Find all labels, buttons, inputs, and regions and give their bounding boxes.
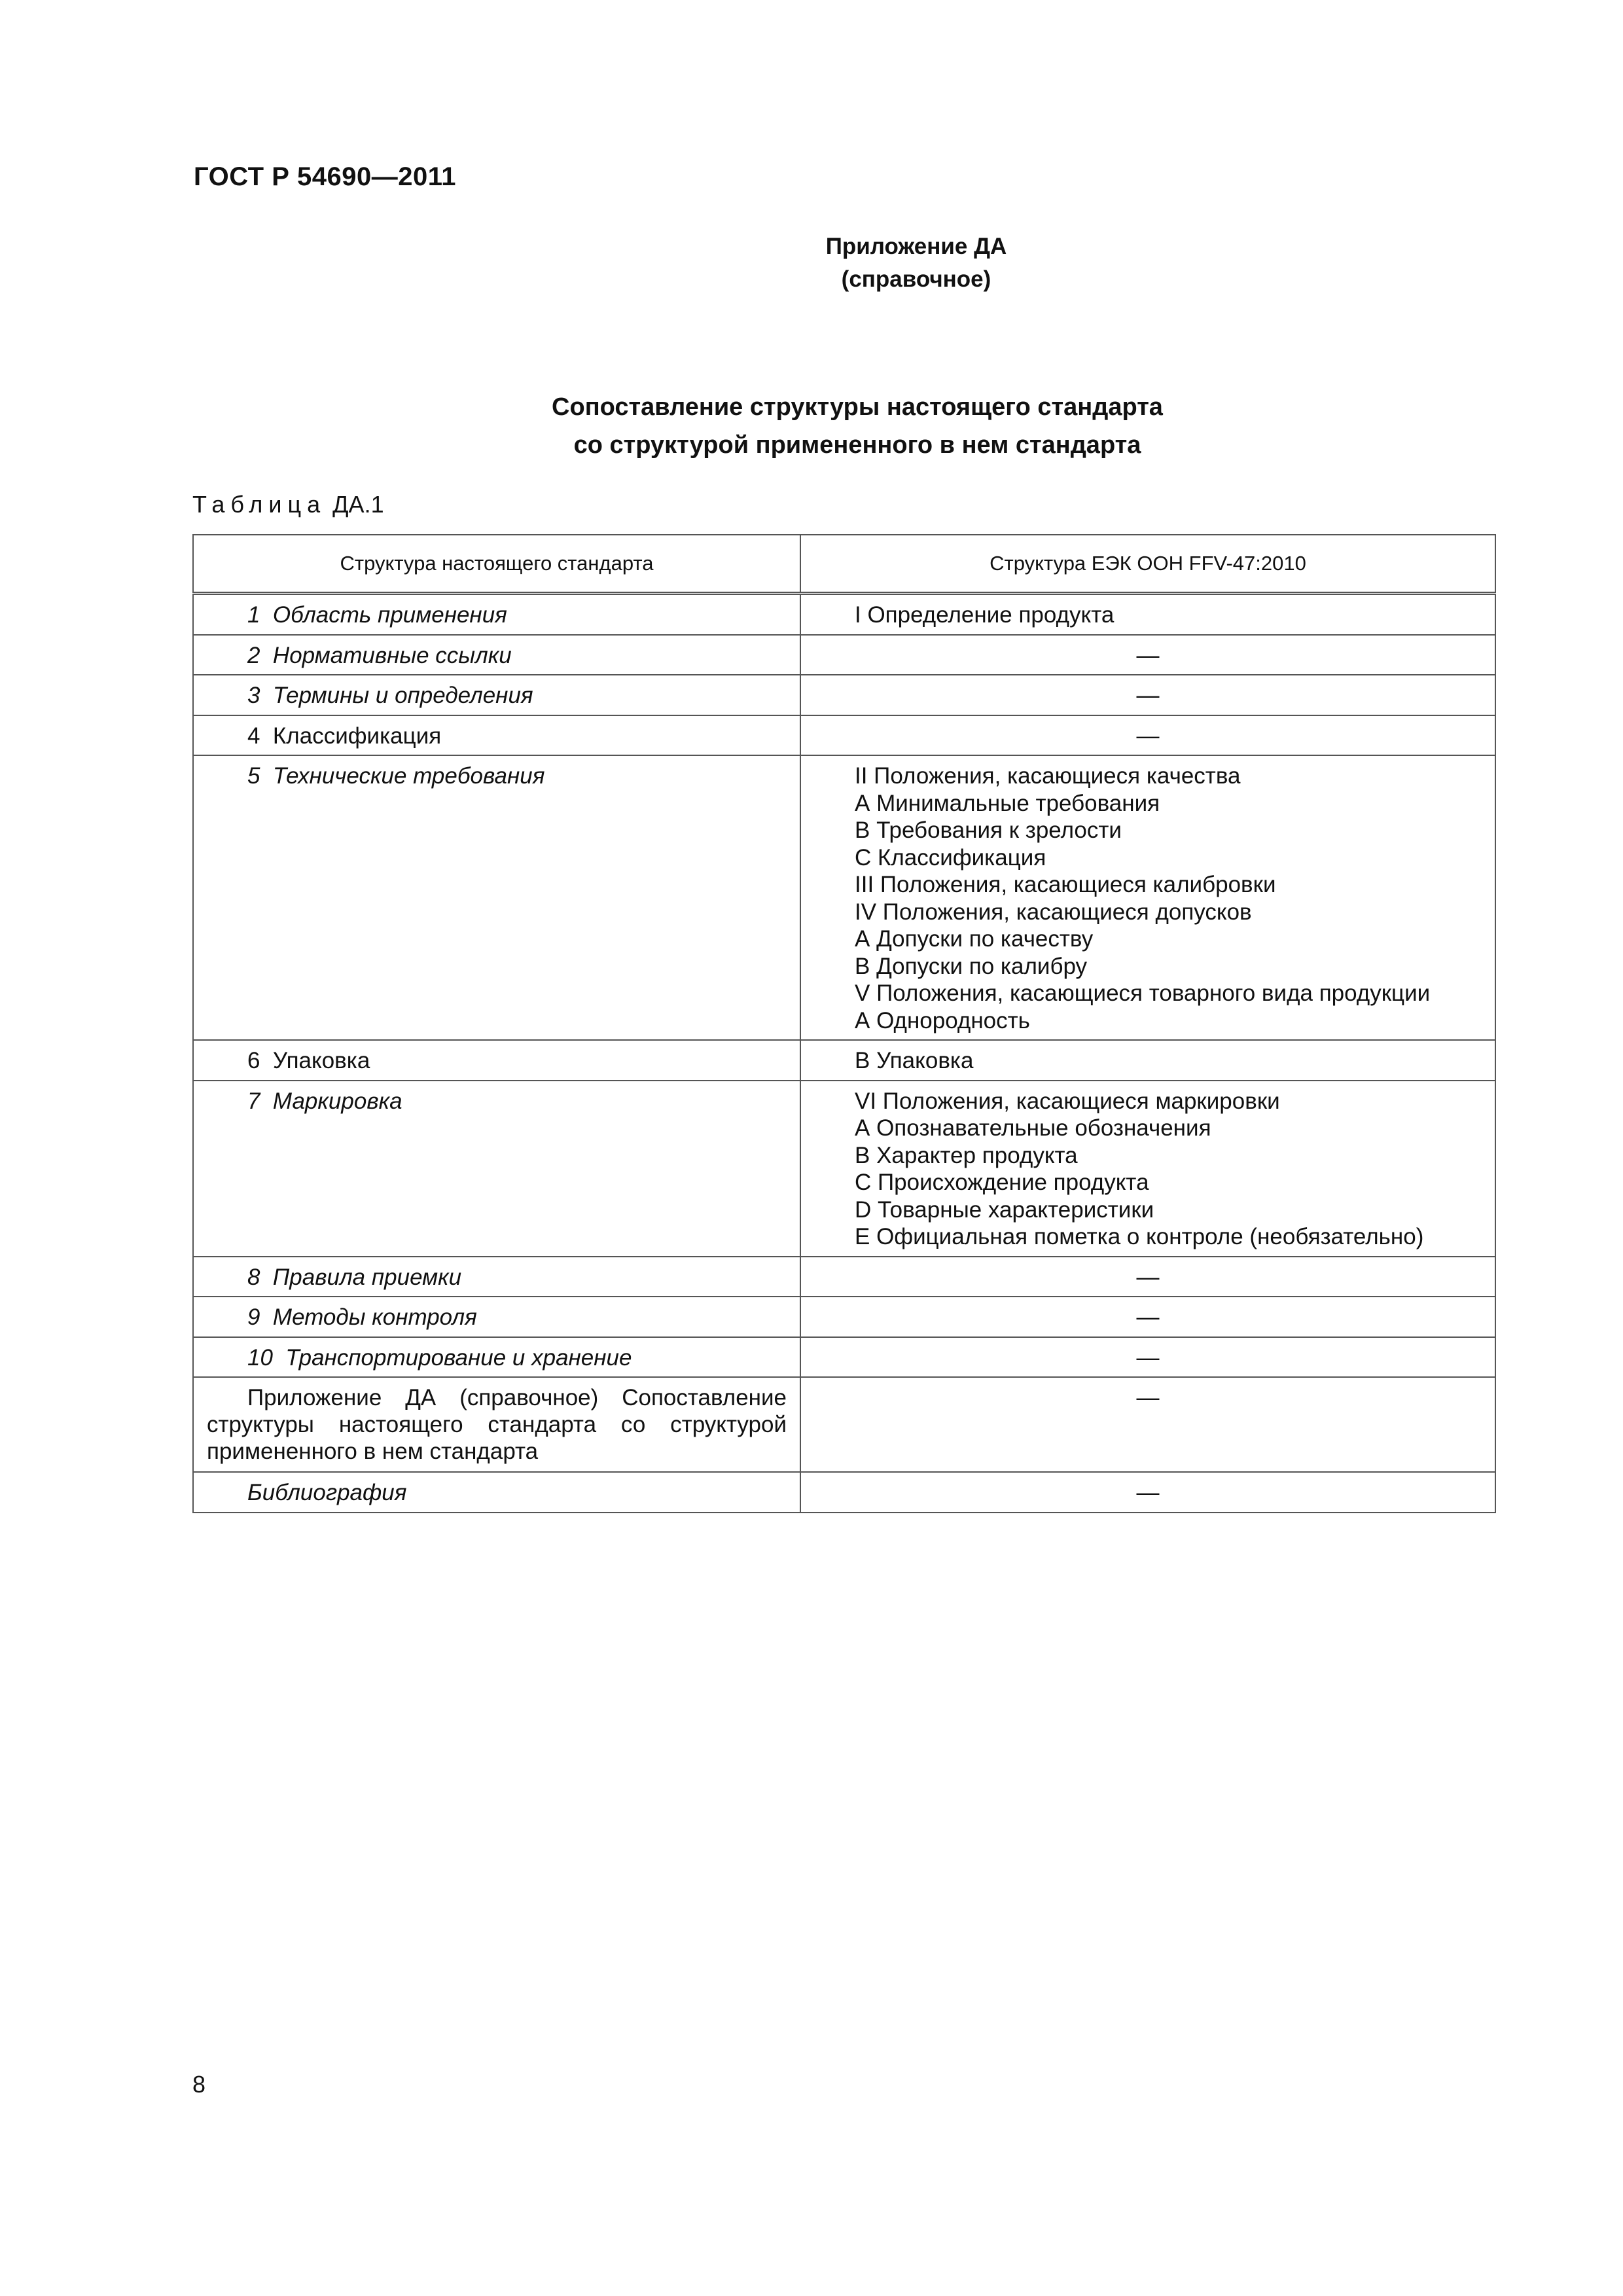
- page-title: [0, 388, 1623, 464]
- source-line: В Характер продукта: [855, 1142, 1078, 1168]
- section-title: Классификация: [272, 723, 442, 749]
- row-source-cell: [800, 1297, 1495, 1337]
- row-section-cell: [193, 1297, 800, 1337]
- source-line: V Положения, касающиеся товарного вида продукции: [855, 980, 1431, 1006]
- header-right: Структура ЕЭК ООН FFV-47:2010: [800, 535, 1495, 594]
- row-source-cell: [800, 1081, 1495, 1257]
- source-line: С Классификация: [855, 844, 1046, 870]
- source-line: VI Положения, касающиеся маркировки: [855, 1088, 1280, 1114]
- dash-mark: —: [800, 1472, 1495, 1513]
- bibliography-cell: [193, 1472, 800, 1513]
- row-source-cell: [800, 1337, 1495, 1378]
- source-line: В Упаковка: [855, 1048, 974, 1073]
- table-body: [193, 594, 1495, 1513]
- table-row: [193, 1040, 1495, 1081]
- annex-row-text: Приложение ДА (справочное) Сопоставление структуры настоящего стандарта со структурой примененного в нем стандарта: [193, 1377, 800, 1472]
- source-line: III Положения, касающиеся калибровки: [855, 872, 1276, 897]
- table-caption-word: Таблица: [192, 491, 327, 518]
- section-title: Технические требования: [272, 763, 545, 789]
- row-source-cell: [800, 1257, 1495, 1297]
- row-source-cell: [800, 675, 1495, 715]
- section-number: 8: [247, 1264, 260, 1290]
- table-header-row: [193, 535, 1495, 594]
- dash-mark: —: [1136, 1304, 1160, 1330]
- comparison-table: [192, 534, 1496, 1513]
- document-code: ГОСТ Р 54690—2011: [194, 162, 456, 191]
- table-row: [193, 675, 1495, 715]
- source-line: А Опознавательные обозначения: [855, 1115, 1211, 1141]
- dash-mark: —: [1136, 642, 1160, 668]
- row-section-cell: [193, 635, 800, 675]
- page-number: 8: [192, 2071, 206, 2098]
- section-title: Упаковка: [272, 1048, 370, 1073]
- row-section-cell: [193, 1081, 800, 1257]
- dash-mark: —: [1136, 723, 1160, 749]
- row-source-cell: [800, 1040, 1495, 1081]
- dash-mark: —: [1136, 683, 1160, 708]
- table-row: [193, 715, 1495, 756]
- row-source-cell: [800, 635, 1495, 675]
- section-number: 10: [247, 1344, 273, 1371]
- table-caption: [192, 491, 384, 518]
- table-row: [193, 1337, 1495, 1378]
- source-line: В Требования к зрелости: [855, 817, 1122, 843]
- title-line-2: со структурой примененного в нем стандарта: [573, 431, 1141, 459]
- table-row: [193, 1297, 1495, 1337]
- row-section-cell: [193, 675, 800, 715]
- table-row: [193, 1257, 1495, 1297]
- table-row-annex: [193, 1377, 1495, 1472]
- table-row: [193, 1081, 1495, 1257]
- annex-status: (справочное): [841, 266, 991, 292]
- section-title: Область применения: [272, 602, 507, 628]
- header-left: Структура настоящего стандарта: [193, 535, 800, 594]
- table-row: [193, 594, 1495, 635]
- source-line: В Допуски по калибру: [855, 953, 1088, 979]
- dash-mark: —: [800, 1377, 1495, 1472]
- section-title: Транспортирование и хранение: [285, 1344, 632, 1371]
- section-title: Правила приемки: [272, 1264, 462, 1290]
- row-section-cell: [193, 594, 800, 635]
- source-line: А Минимальные требования: [855, 790, 1160, 816]
- bibliography-title: Библиография: [247, 1480, 407, 1505]
- section-number: 5: [247, 763, 260, 789]
- row-section-cell: [193, 715, 800, 756]
- annex-heading: [0, 230, 1623, 296]
- section-number: 6: [247, 1048, 260, 1073]
- table-row: [193, 755, 1495, 1040]
- row-section-cell: [193, 1040, 800, 1081]
- row-section-cell: [193, 1337, 800, 1378]
- row-source-cell: [800, 755, 1495, 1040]
- row-source-cell: [800, 594, 1495, 635]
- source-line: С Происхождение продукта: [855, 1170, 1149, 1195]
- table-row-bibliography: [193, 1472, 1495, 1513]
- title-line-1: Сопоставление структуры настоящего стандарта: [552, 393, 1163, 421]
- section-number: 9: [247, 1304, 260, 1330]
- source-line: II Положения, касающиеся качества: [855, 763, 1241, 789]
- section-title: Методы контроля: [272, 1304, 477, 1330]
- section-number: 7: [247, 1088, 260, 1114]
- section-title: Нормативные ссылки: [272, 642, 512, 668]
- source-line: Е Официальная пометка о контроле (необязательно): [855, 1224, 1424, 1249]
- annex-title: Приложение ДА: [825, 234, 1007, 259]
- source-line: А Допуски по качеству: [855, 926, 1094, 952]
- source-line: А Однородность: [855, 1007, 1030, 1033]
- section-title: Маркировка: [272, 1088, 402, 1114]
- row-source-cell: [800, 715, 1495, 756]
- table-caption-number: ДА.1: [332, 491, 384, 518]
- section-number: 3: [247, 683, 260, 708]
- source-line: D Товарные характеристики: [855, 1196, 1154, 1223]
- section-title: Термины и определения: [272, 683, 533, 708]
- row-section-cell: [193, 755, 800, 1040]
- source-line: I Определение продукта: [855, 602, 1115, 628]
- section-number: 1: [247, 602, 260, 628]
- row-section-cell: [193, 1257, 800, 1297]
- section-number: 4: [247, 723, 260, 749]
- dash-mark: —: [1136, 1344, 1160, 1371]
- table-row: [193, 635, 1495, 675]
- dash-mark: —: [1136, 1264, 1160, 1290]
- source-line: IV Положения, касающиеся допусков: [855, 899, 1252, 925]
- section-number: 2: [247, 642, 260, 668]
